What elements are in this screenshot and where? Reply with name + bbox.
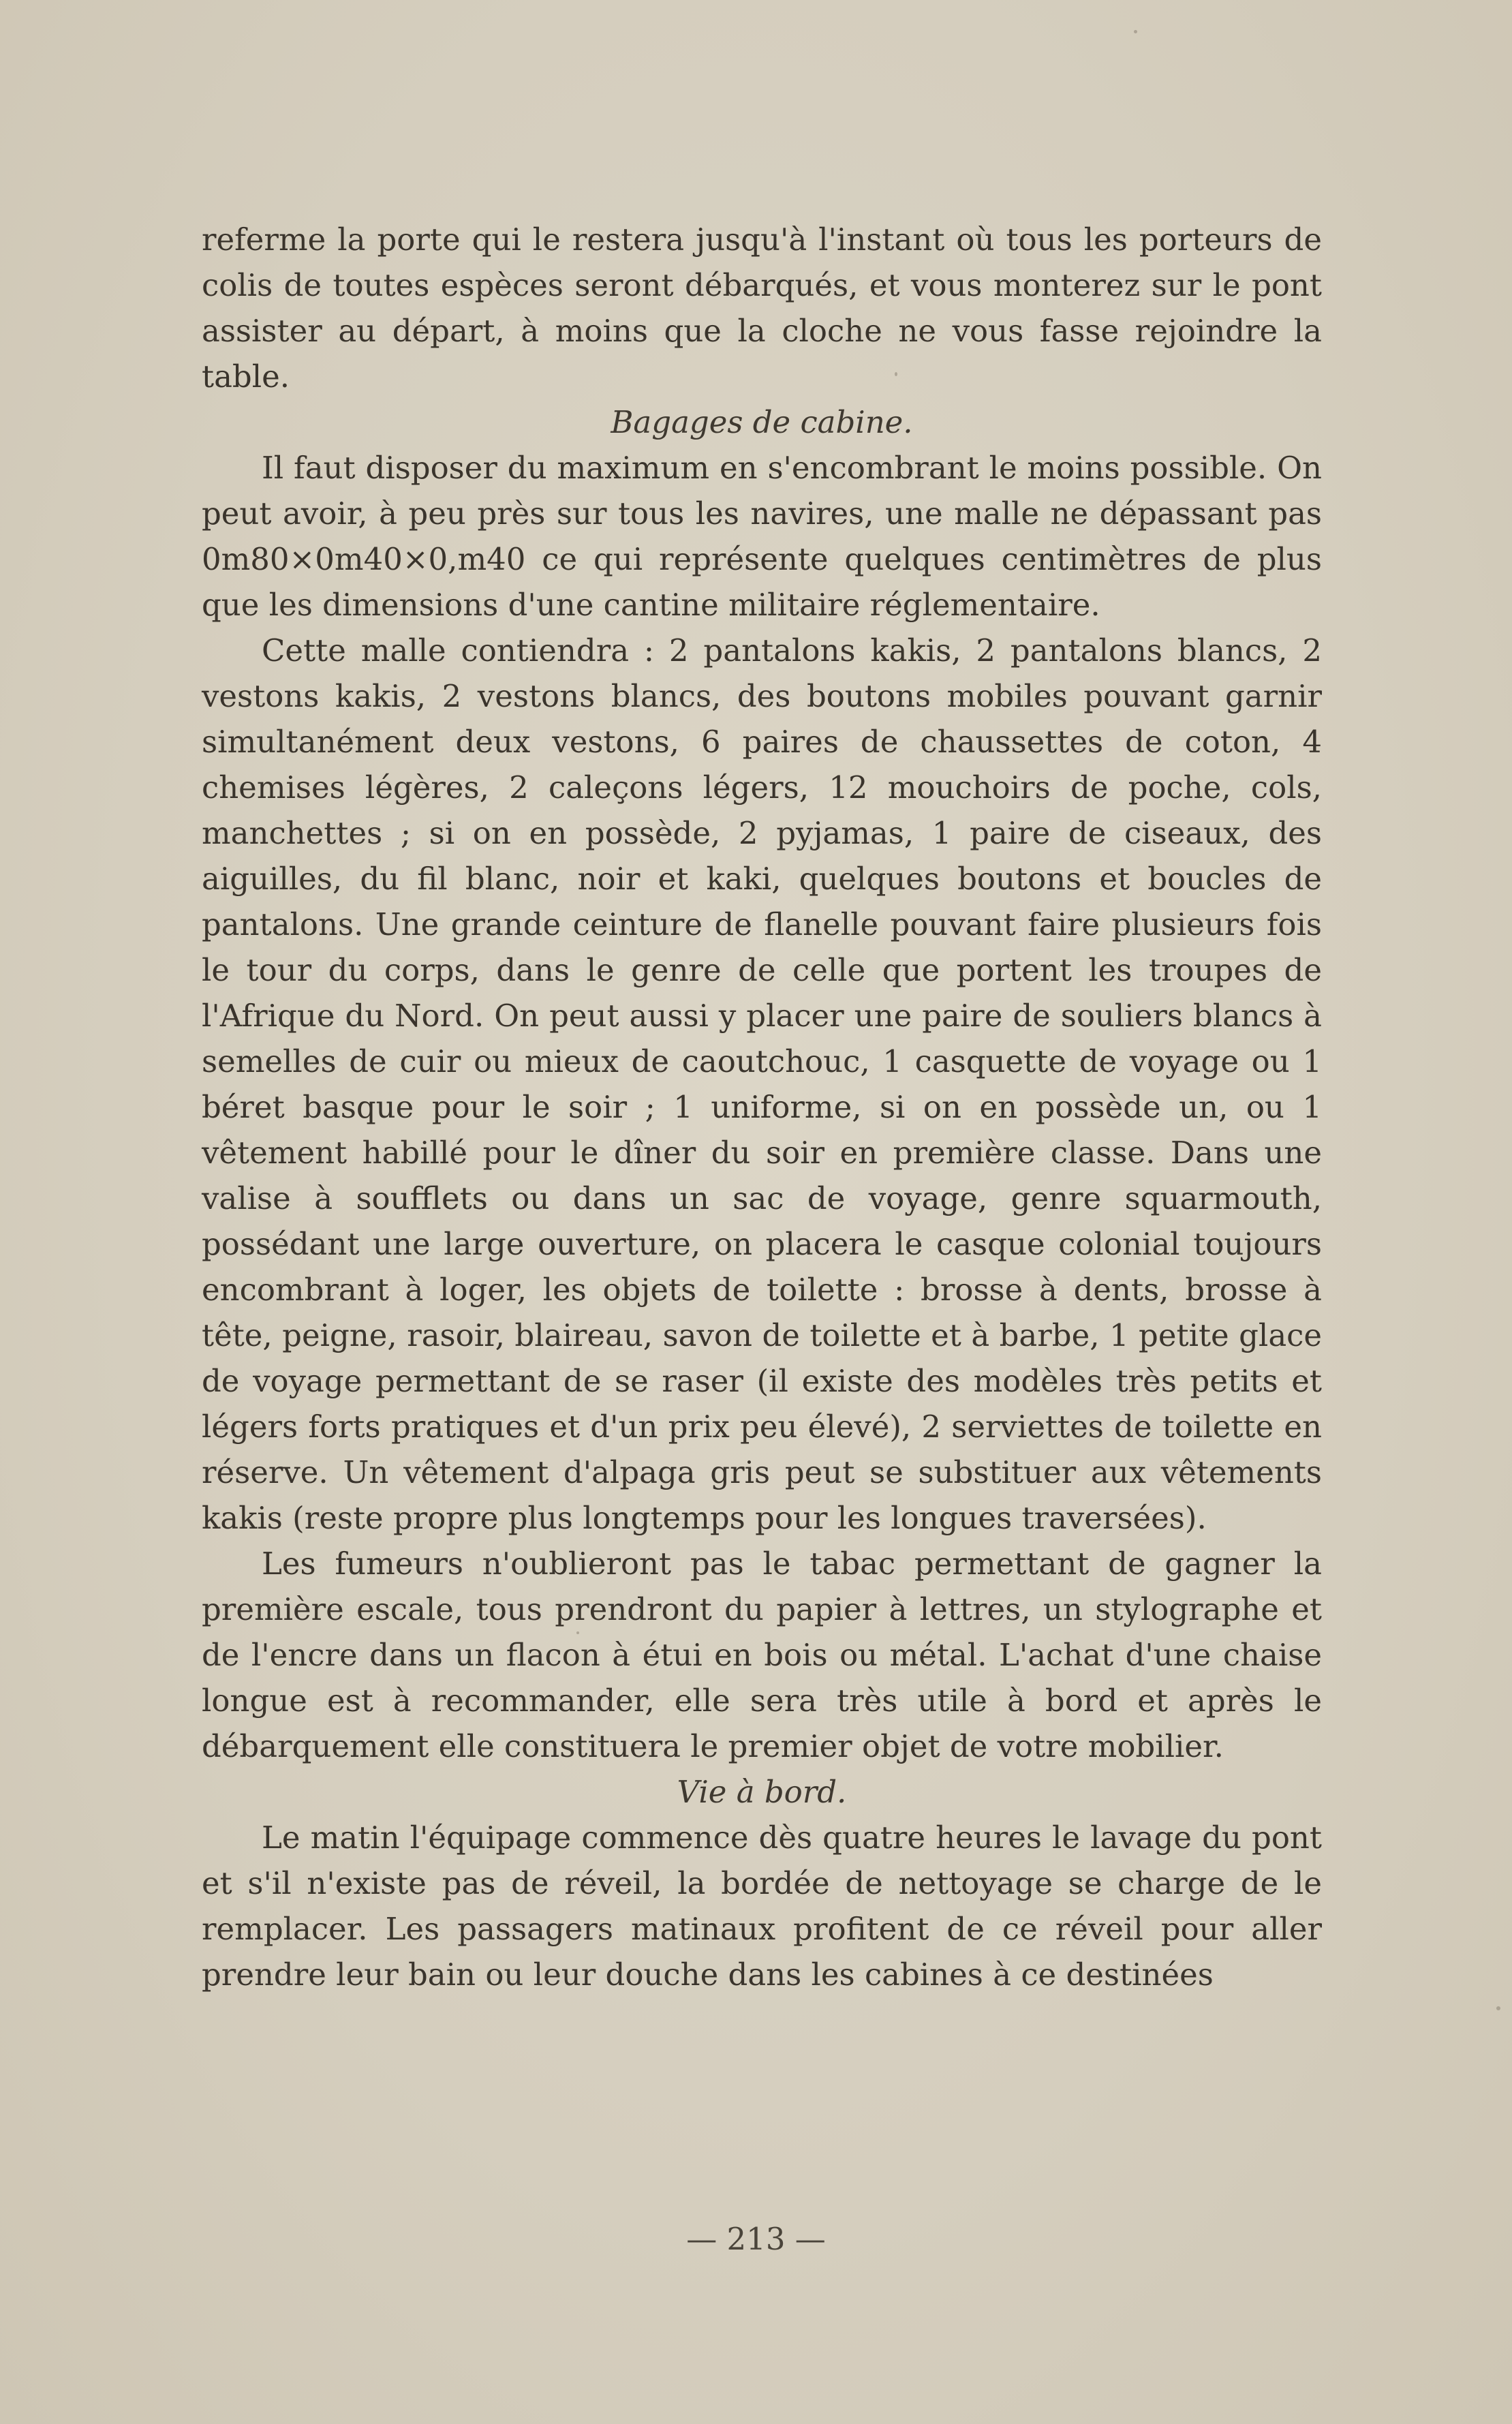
heading-vie-a-bord: Vie à bord. (677, 1774, 847, 1810)
paper-speck (1134, 30, 1137, 33)
paragraph-intro: referme la porte qui le restera jusqu'à l'instant où tous les porteurs de colis de toutes espèces seront débarqués, et vous monterez sur le pont assister au départ, à moins que la cloche ne vous fasse rejoindre la table. (202, 221, 1322, 395)
paragraph-bagages-1: Il faut disposer du maximum en s'encombrant le moins possible. On peut avoir, à peu près sur tous les navires, une malle ne dépassant pas 0m80×0m40×0,m40 ce qui représente quelques centimètres de plus que les dimensions d'une cantine militaire réglementaire. (202, 450, 1322, 623)
paper-speck (1496, 2006, 1500, 2010)
paragraph-vie-1: Le matin l'équipage commence dès quatre heures le lavage du pont et s'il n'existe pas de réveil, la bordée de nettoyage se charge de le remplacer. Les passagers matinaux profitent de ce réveil pour aller prendre leur bain ou leur douche dans les cabines à ce destinées (202, 1820, 1322, 1993)
paragraph-bagages-2: Cette malle contiendra : 2 pantalons kakis, 2 pantalons blancs, 2 vestons kakis, 2 vestons blancs, des boutons mobiles pouvant garnir simultanément deux vestons, 6 paires de chaussettes de coton, 4 chemises légères, 2 caleçons légers, 12 mouchoirs de poche, cols, manchettes ; si on en possède, 2 pyjamas, 1 paire de ciseaux, des aiguilles, du fil blanc, noir et kaki, quelques boutons et boucles de pantalons. Une grande ceinture de flanelle pouvant faire plusieurs fois le tour du corps, dans le genre de celle que portent les troupes de l'Afrique du Nord. On peut aussi y placer une paire de souliers blancs à semelles de cuir ou mieux de caoutchouc, 1 casquette de voyage ou 1 béret basque pour le soir ; 1 uniforme, si on en possède un, ou 1 vêtement habillé pour le dîner du soir en première classe. Dans une valise à soufflets ou dans un sac de voyage, genre squarmouth, possédant une large ouverture, on placera le casque colonial toujours encombrant à loger, les objets de toilette : brosse à dents, brosse à tête, peigne, rasoir, blaireau, savon de toilette et à barbe, 1 petite glace de voyage permettant de se raser (il existe des modèles très petits et légers forts pratiques et d'un prix peu élevé), 2 serviettes de toilette en réserve. Un vêtement d'alpaga gris peut se substituer aux vêtements kakis (reste propre plus longtemps pour les longues traversées). (202, 632, 1322, 1536)
text-column (202, 217, 1322, 1997)
page-number: — 213 — (686, 2221, 826, 2257)
heading-bagages-de-cabine: Bagages de cabine. (611, 404, 913, 440)
paragraph-bagages-3: Les fumeurs n'oublieront pas le tabac permettant de gagner la première escale, tous prendront du papier à lettres, un stylographe et de l'encre dans un flacon à étui en bois ou métal. L'achat d'une chaise longue est à recommander, elle sera très utile à bord et après le débarquement elle constituera le premier objet de votre mobilier. (202, 1546, 1322, 1764)
